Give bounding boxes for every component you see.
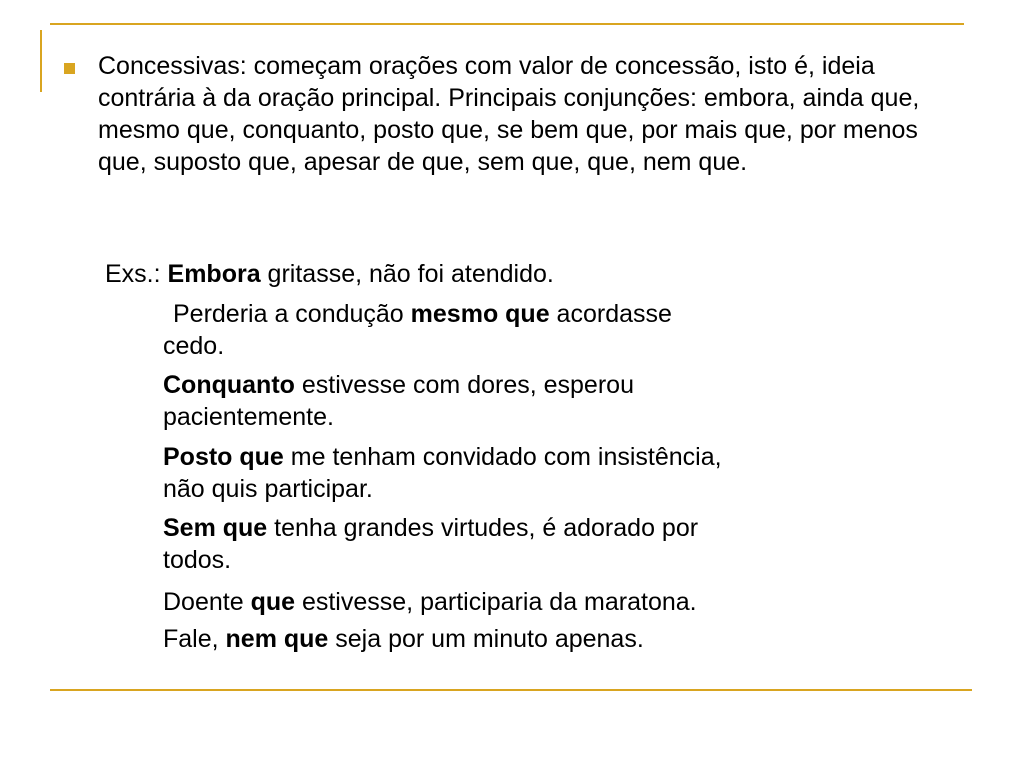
example-3-line-2: pacientemente. (163, 403, 334, 431)
example-1 (105, 258, 554, 290)
square-bullet-icon (64, 63, 75, 74)
example-2-line-2: cedo. (163, 332, 225, 360)
example-7 (163, 623, 644, 655)
example-4-text: me tenham convidado com insistência, (283, 443, 722, 471)
example-6-text-pre: Doente (163, 588, 251, 616)
example-2-text-pre: Perderia a condução (173, 300, 411, 328)
example-4-line-2: não quis participar. (163, 475, 373, 503)
example-2-line-1 (173, 298, 672, 330)
example-4-conjunction: Posto que (163, 443, 284, 471)
example-5-conjunction: Sem que (163, 514, 268, 542)
example-1-text: gritasse, não foi atendido. (260, 260, 554, 288)
top-rule (50, 23, 964, 25)
example-6 (163, 586, 697, 618)
example-4-line-1 (163, 441, 722, 473)
example-7-text: seja por um minuto apenas. (328, 625, 644, 653)
example-5-line-2: todos. (163, 546, 232, 574)
example-2-conjunction: mesmo que (410, 300, 550, 328)
concessivas-definition: Concessivas: começam orações com valor de concessão, isto é, ideia contrária à da oração principal. Principais conjunções: embora, ainda que, mesmo que, conquanto, posto que, se bem que, por mais que, por menos que, suposto que, apesar de que, sem que, que, nem que. (98, 52, 920, 176)
example-3-conjunction: Conquanto (163, 371, 295, 399)
bottom-rule (50, 689, 972, 691)
example-3-line-1 (163, 369, 634, 401)
left-rule (40, 30, 42, 92)
example-7-conjunction: nem que (225, 625, 329, 653)
example-5-line-1 (163, 512, 698, 544)
example-1-conjunction: Embora (167, 260, 261, 288)
example-5-text: tenha grandes virtudes, é adorado por (267, 514, 699, 542)
example-3-text: estivesse com dores, esperou (294, 371, 634, 399)
example-6-text: estivesse, participaria da maratona. (295, 588, 697, 616)
example-2-text: acordasse (549, 300, 672, 328)
example-7-text-pre: Fale, (163, 625, 226, 653)
example-6-conjunction: que (250, 588, 296, 616)
examples-intro-label: Exs.: (105, 260, 168, 288)
